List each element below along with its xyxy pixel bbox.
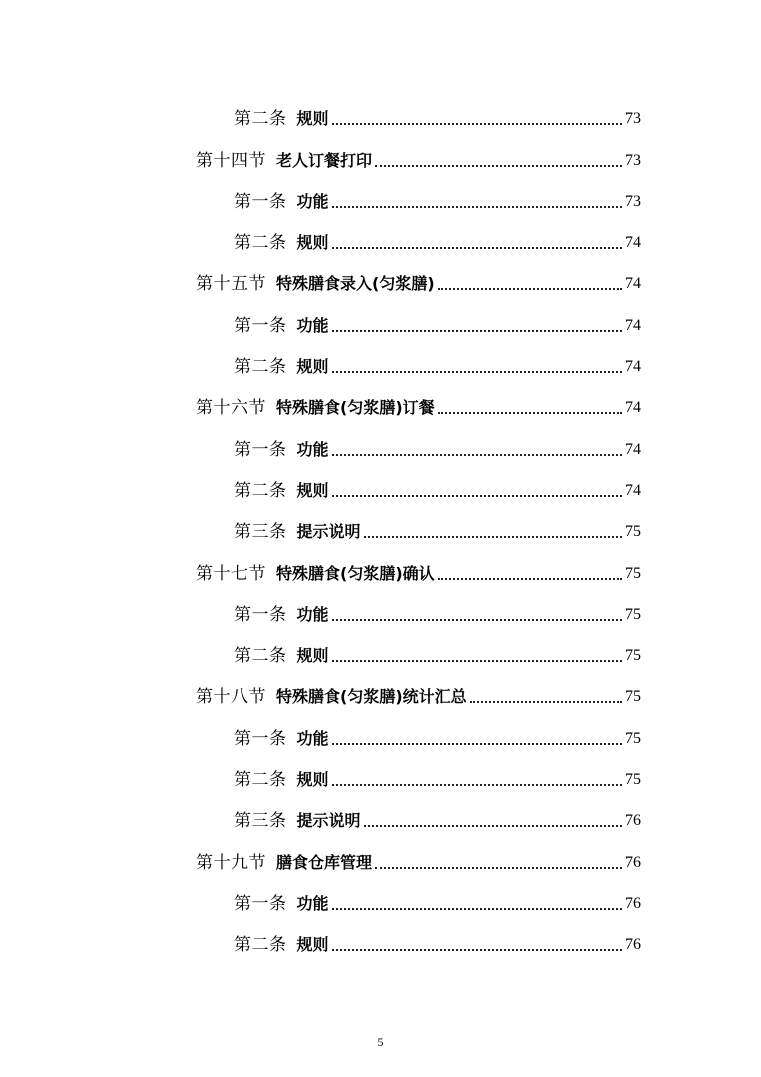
toc-dot-leader xyxy=(332,371,622,373)
toc-entry-page-number: 76 xyxy=(625,853,641,871)
toc-entry-page-number: 76 xyxy=(625,812,641,830)
toc-dot-leader xyxy=(332,330,622,332)
toc-entry-label: 第十七节 xyxy=(196,563,266,584)
toc-dot-leader xyxy=(364,825,622,827)
toc-entry-label: 第二条 xyxy=(234,770,287,791)
toc-dot-leader xyxy=(438,412,622,414)
toc-entry-title: 功能 xyxy=(296,893,329,913)
toc-article-entry[interactable] xyxy=(196,173,641,214)
toc-entry-page-number: 75 xyxy=(625,688,641,706)
toc-entry-page-number: 76 xyxy=(625,894,641,912)
toc-dot-leader xyxy=(438,288,622,290)
toc-entry-label: 第一条 xyxy=(234,893,287,914)
toc-entry-page-number: 75 xyxy=(625,564,641,582)
toc-section-entry[interactable] xyxy=(196,668,641,709)
toc-dot-leader xyxy=(375,867,622,869)
toc-entry-page-number: 74 xyxy=(625,399,641,417)
toc-entry-page-number: 74 xyxy=(625,234,641,252)
toc-entry-page-number: 74 xyxy=(625,440,641,458)
toc-dot-leader xyxy=(332,784,622,786)
toc-entry-title: 规则 xyxy=(296,770,329,790)
toc-article-entry[interactable] xyxy=(196,503,641,544)
toc-entry-title: 特殊膳食(匀浆膳)确认 xyxy=(276,563,435,583)
toc-entry-label: 第十四节 xyxy=(196,150,266,171)
toc-entry-title: 规则 xyxy=(296,233,329,253)
toc-entry-page-number: 76 xyxy=(625,936,641,954)
toc-entry-title: 特殊膳食录入(匀浆膳) xyxy=(276,274,435,294)
toc-entry-title: 规则 xyxy=(296,357,329,377)
toc-article-entry[interactable] xyxy=(196,296,641,337)
toc-article-entry[interactable] xyxy=(196,792,641,833)
toc-dot-leader xyxy=(332,206,622,208)
toc-entry-title: 功能 xyxy=(296,439,329,459)
toc-dot-leader xyxy=(332,908,622,910)
toc-entry-page-number: 75 xyxy=(625,605,641,623)
toc-entry-label: 第三条 xyxy=(234,522,287,543)
toc-dot-leader xyxy=(332,949,622,951)
toc-article-entry[interactable] xyxy=(196,420,641,461)
toc-entry-label: 第二条 xyxy=(234,480,287,501)
toc-entry-label: 第十九节 xyxy=(196,852,266,873)
toc-section-entry[interactable] xyxy=(196,544,641,585)
toc-article-entry[interactable] xyxy=(196,586,641,627)
toc-entry-page-number: 73 xyxy=(625,192,641,210)
toc-article-entry[interactable] xyxy=(196,214,641,255)
toc-section-entry[interactable] xyxy=(196,833,641,874)
toc-entry-title: 老人订餐打印 xyxy=(276,150,373,170)
toc-article-entry[interactable] xyxy=(196,709,641,750)
toc-dot-leader xyxy=(375,165,622,167)
toc-article-entry[interactable] xyxy=(196,462,641,503)
toc-entry-title: 规则 xyxy=(296,109,329,129)
toc-entry-page-number: 75 xyxy=(625,729,641,747)
toc-article-entry[interactable] xyxy=(196,875,641,916)
toc-entry-label: 第一条 xyxy=(234,604,287,625)
toc-entry-page-number: 75 xyxy=(625,523,641,541)
toc-dot-leader xyxy=(332,495,622,497)
toc-article-entry[interactable] xyxy=(196,627,641,668)
toc-entry-page-number: 73 xyxy=(625,110,641,128)
toc-entry-title: 提示说明 xyxy=(296,811,361,831)
toc-entry-label: 第二条 xyxy=(234,233,287,254)
toc-section-entry[interactable] xyxy=(196,131,641,172)
toc-entry-title: 规则 xyxy=(296,480,329,500)
toc-entry-label: 第二条 xyxy=(234,109,287,130)
toc-entry-title: 功能 xyxy=(296,315,329,335)
toc-entry-page-number: 74 xyxy=(625,358,641,376)
page-number: 5 xyxy=(377,1035,384,1049)
toc-entry-title: 功能 xyxy=(296,191,329,211)
toc-entry-label: 第三条 xyxy=(234,811,287,832)
toc-entry-page-number: 74 xyxy=(625,275,641,293)
toc-entry-page-number: 75 xyxy=(625,647,641,665)
toc-entry-label: 第二条 xyxy=(234,646,287,667)
toc-entry-page-number: 74 xyxy=(625,481,641,499)
toc-section-entry[interactable] xyxy=(196,255,641,296)
toc-entry-label: 第十六节 xyxy=(196,398,266,419)
toc-entry-page-number: 74 xyxy=(625,316,641,334)
toc-entry-page-number: 75 xyxy=(625,771,641,789)
toc-dot-leader xyxy=(332,123,622,125)
table-of-contents xyxy=(196,90,641,957)
toc-section-entry[interactable] xyxy=(196,379,641,420)
toc-dot-leader xyxy=(332,743,622,745)
toc-entry-label: 第一条 xyxy=(234,315,287,336)
toc-entry-label: 第二条 xyxy=(234,935,287,956)
toc-entry-title: 规则 xyxy=(296,646,329,666)
toc-entry-label: 第十五节 xyxy=(196,274,266,295)
toc-entry-title: 特殊膳食(匀浆膳)统计汇总 xyxy=(276,687,467,707)
toc-dot-leader xyxy=(332,454,622,456)
toc-entry-title: 功能 xyxy=(296,604,329,624)
toc-entry-label: 第一条 xyxy=(234,191,287,212)
toc-dot-leader xyxy=(438,578,622,580)
toc-dot-leader xyxy=(332,619,622,621)
toc-dot-leader xyxy=(364,536,622,538)
toc-article-entry[interactable] xyxy=(196,751,641,792)
toc-entry-label: 第二条 xyxy=(234,357,287,378)
toc-dot-leader xyxy=(332,247,622,249)
toc-article-entry[interactable] xyxy=(196,90,641,131)
toc-entry-page-number: 73 xyxy=(625,151,641,169)
toc-entry-title: 特殊膳食(匀浆膳)订餐 xyxy=(276,398,435,418)
toc-article-entry[interactable] xyxy=(196,338,641,379)
toc-entry-label: 第一条 xyxy=(234,728,287,749)
toc-entry-title: 规则 xyxy=(296,935,329,955)
toc-dot-leader xyxy=(332,660,622,662)
toc-entry-title: 膳食仓库管理 xyxy=(276,852,373,872)
toc-entry-title: 提示说明 xyxy=(296,522,361,542)
toc-dot-leader xyxy=(470,701,622,703)
toc-article-entry[interactable] xyxy=(196,916,641,957)
toc-entry-title: 功能 xyxy=(296,728,329,748)
toc-entry-label: 第一条 xyxy=(234,439,287,460)
toc-entry-label: 第十八节 xyxy=(196,687,266,708)
